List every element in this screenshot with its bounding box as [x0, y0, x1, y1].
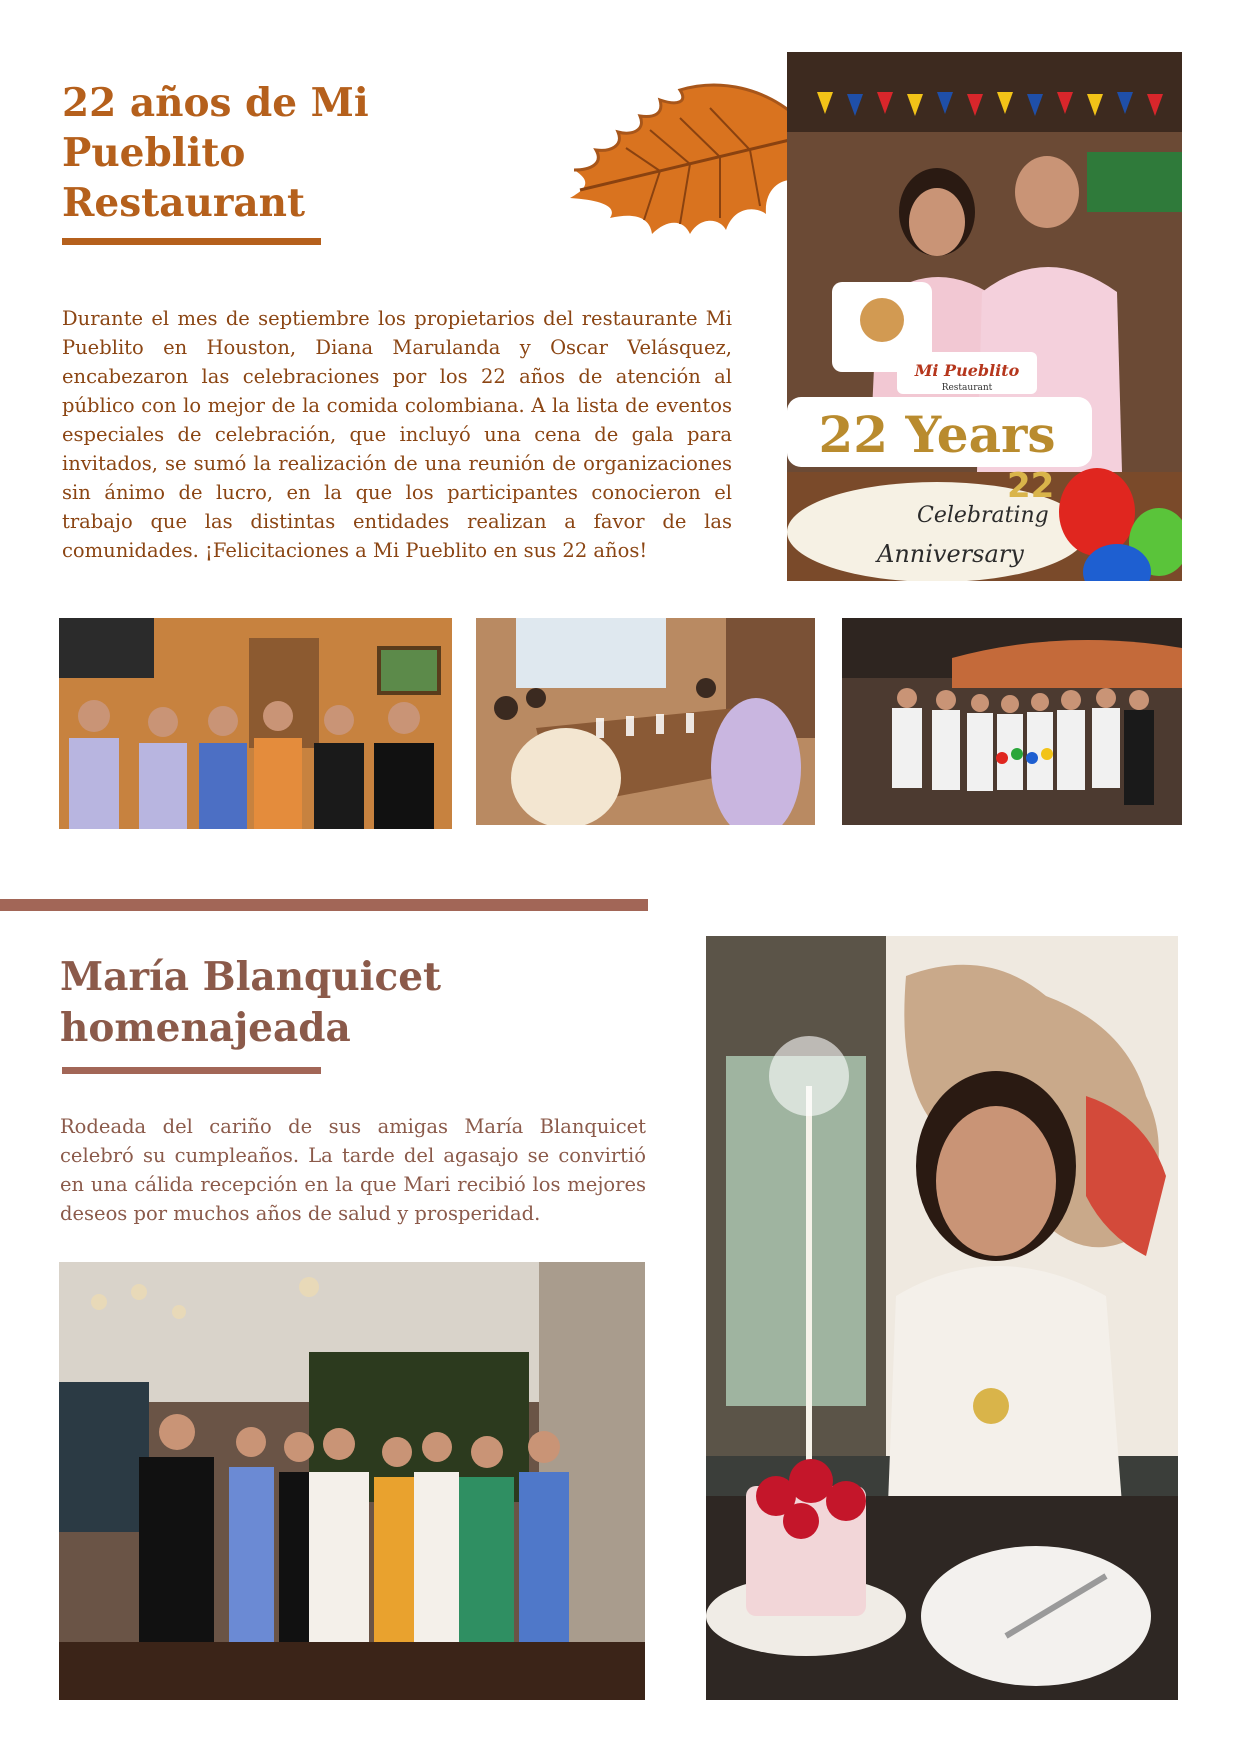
hero-cake-text-2: Anniversary — [877, 540, 1024, 568]
hero-cake-text-1: Celebrating — [917, 503, 1049, 528]
anniversary-owners-photo — [787, 52, 1182, 581]
hero-logo-text: Mi Pueblito — [914, 361, 1020, 380]
section1-title-underline — [62, 238, 321, 245]
staff-group-photo — [59, 618, 452, 829]
birthday-cake-portrait-photo — [706, 936, 1178, 1700]
birthday-friends-group-photo — [59, 1262, 645, 1700]
section2-title: María Blanquicet homenajeada — [60, 954, 442, 1051]
section2-title-underline — [62, 1067, 321, 1074]
restaurant-team-photo — [842, 618, 1182, 825]
hero-logo-subtext: Restaurant — [941, 383, 993, 393]
hero-years-sign-text: 22 Years — [818, 405, 1056, 464]
section-divider — [0, 899, 648, 911]
autumn-leaf-icon — [560, 78, 800, 238]
hero-cake-number: 22 — [1007, 466, 1055, 506]
section1-title: 22 años de Mi Pueblito Restaurant — [62, 80, 369, 226]
section1-body-text: Durante el mes de septiembre los propietarios del restaurante Mi Pueblito en Houston, Diana Marulanda y Oscar Velásquez, encabezaron las celebraciones por los 22 años de atención al público con lo mejor de la comida colombiana. A la lista de eventos especiales de celebración, que incluyó una cena de gala para invitados, se sumó la realización de una reunión de organizaciones sin ánimo de lucro, en la que los participantes conocieron el trabajo que las distintas entidades realizan a favor de las comunidades. ¡Felicitaciones a Mi Pueblito en sus 22 años! — [62, 307, 732, 562]
section2-body-text: Rodeada del cariño de sus amigas María Blanquicet celebró su cumpleaños. La tarde del agasajo se convirtió en una cálida recepción en la que Mari recibió los mejores deseos por muchos años de salud y prosperidad. — [60, 1115, 646, 1225]
dinner-meeting-photo — [476, 618, 815, 825]
